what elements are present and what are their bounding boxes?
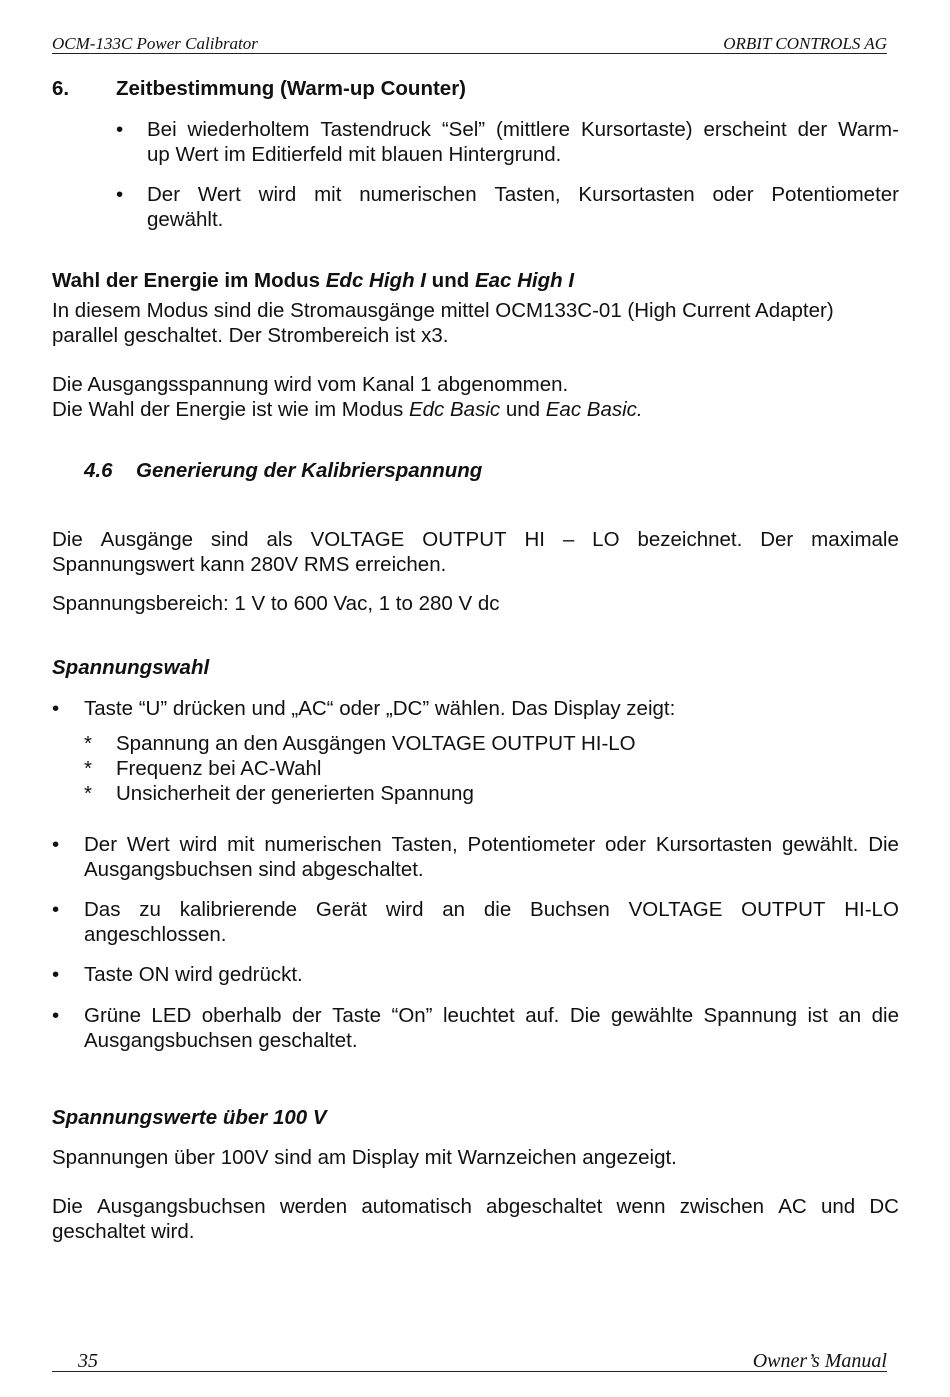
high-voltage-paragraph-1: Spannungen über 100V sind am Display mit Warnzeichen angezeigt. xyxy=(52,1146,677,1169)
spannungswahl-bullet-1: Taste “U” drücken und „AC“ oder „DC” wählen. Das Display zeigt: xyxy=(84,697,676,720)
bullet-glyph: • xyxy=(116,183,124,206)
energy-heading: Wahl der Energie im Modus Edc High I und Eac High I xyxy=(52,269,575,292)
section-6-bullet-2-line-2: gewählt. xyxy=(147,208,224,231)
section-6-number: 6. xyxy=(52,77,70,100)
spannungswahl-bullet-5-line-1: Grüne LED oberhalb der Taste “On” leuchtet auf. Die gewählte Spannung ist an die xyxy=(84,1004,899,1027)
spannungswahl-bullet-4: Taste ON wird gedrückt. xyxy=(84,963,303,986)
section-6-bullet-1-line-1: Bei wiederholtem Tastendruck “Sel” (mittlere Kursortaste) erscheint der Warm- xyxy=(147,118,899,141)
spannungswahl-bullet-3-line-2: angeschlossen. xyxy=(84,923,227,946)
bullet-glyph: • xyxy=(52,697,60,720)
spannungswahl-bullet-2-line-1: Der Wert wird mit numerischen Tasten, Potentiometer oder Kursortasten gewählt. Die xyxy=(84,833,899,856)
spannungswahl-heading: Spannungswahl xyxy=(52,656,210,679)
asterisk-glyph: * xyxy=(84,782,92,805)
section-6-bullet-1-line-2: up Wert im Editierfeld mit blauen Hintergrund. xyxy=(147,143,562,166)
display-item-1: Spannung an den Ausgängen VOLTAGE OUTPUT HI-LO xyxy=(116,732,636,755)
spannungswahl-bullet-3-line-1: Das zu kalibrierende Gerät wird an die Buchsen VOLTAGE OUTPUT HI-LO xyxy=(84,898,899,921)
section-4-6-number: 4.6 xyxy=(84,459,113,482)
voltage-range-text: Spannungsbereich: 1 V to 600 Vac, 1 to 280 V dc xyxy=(52,592,500,615)
section-4-6-title: Generierung der Kalibrierspannung xyxy=(136,459,483,482)
display-item-2: Frequenz bei AC-Wahl xyxy=(116,757,322,780)
spannungswahl-bullet-5-line-2: Ausgangsbuchsen geschaltet. xyxy=(84,1029,358,1052)
energy-paragraph-2-line-2: Die Wahl der Energie ist wie im Modus Edc Basic und Eac Basic. xyxy=(52,398,643,421)
bullet-glyph: • xyxy=(116,118,124,141)
asterisk-glyph: * xyxy=(84,757,92,780)
section-6-bullet-2-line-1: Der Wert wird mit numerischen Tasten, Kursortasten oder Potentiometer xyxy=(147,183,899,206)
bullet-glyph: • xyxy=(52,898,60,921)
high-voltage-paragraph-2-line-1: Die Ausgangsbuchsen werden automatisch abgeschaltet wenn zwischen AC und DC xyxy=(52,1195,899,1218)
energy-paragraph-1-line-1: In diesem Modus sind die Stromausgänge mittel OCM133C-01 (High Current Adapter) xyxy=(52,299,834,322)
section-6-title: Zeitbestimmung (Warm-up Counter) xyxy=(116,77,467,100)
header-doc-title: OCM-133C Power Calibrator xyxy=(52,34,258,53)
section-4-6-paragraph-1-line-2: Spannungswert kann 280V RMS erreichen. xyxy=(52,553,447,576)
footer-manual-title: Owner’s Manual xyxy=(752,1350,887,1372)
energy-paragraph-2-line-1: Die Ausgangsspannung wird vom Kanal 1 abgenommen. xyxy=(52,373,569,396)
bullet-glyph: • xyxy=(52,1004,60,1027)
header-rule xyxy=(52,53,887,54)
bullet-glyph: • xyxy=(52,963,60,986)
high-voltage-paragraph-2-line-2: geschaltet wird. xyxy=(52,1220,195,1243)
page-number: 35 xyxy=(78,1350,98,1372)
energy-paragraph-1-line-2: parallel geschaltet. Der Strombereich ist x3. xyxy=(52,324,449,347)
high-voltage-heading: Spannungswerte über 100 V xyxy=(52,1106,327,1129)
footer-rule xyxy=(52,1371,887,1372)
spannungswahl-bullet-2-line-2: Ausgangsbuchsen sind abgeschaltet. xyxy=(84,858,424,881)
section-4-6-paragraph-1-line-1: Die Ausgänge sind als VOLTAGE OUTPUT HI – LO bezeichnet. Der maximale xyxy=(52,528,899,551)
asterisk-glyph: * xyxy=(84,732,92,755)
display-item-3: Unsicherheit der generierten Spannung xyxy=(116,782,474,805)
header-company: ORBIT CONTROLS AG xyxy=(723,34,887,53)
bullet-glyph: • xyxy=(52,833,60,856)
